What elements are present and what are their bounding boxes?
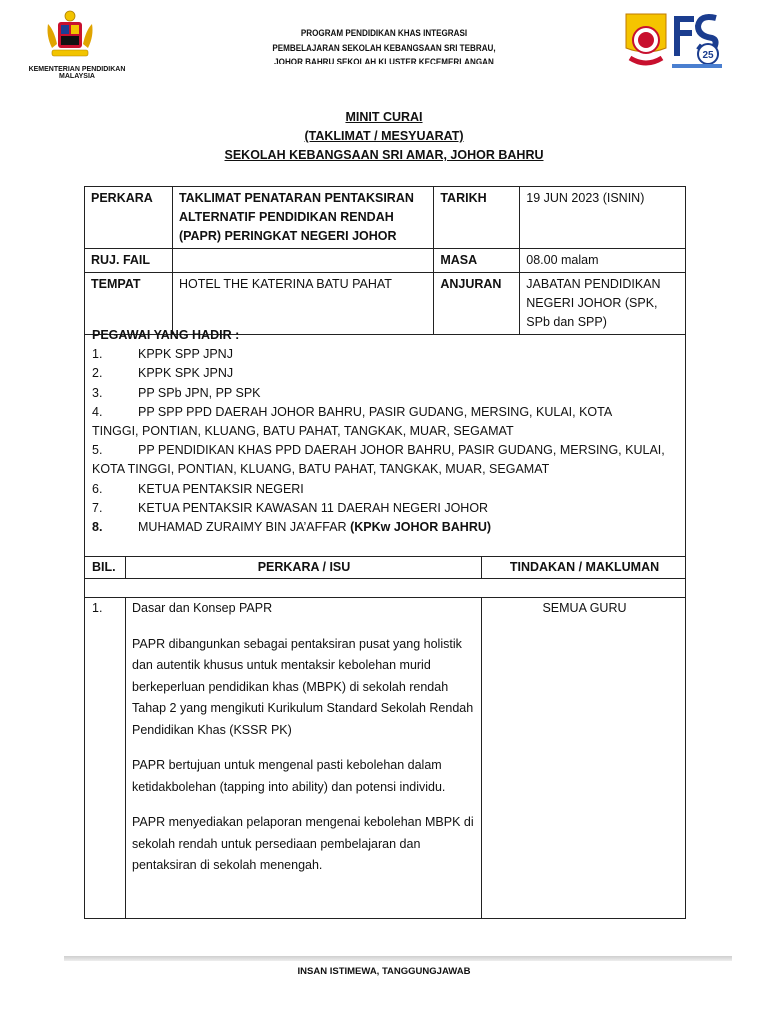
item-text: KETUA PENTAKSIR KAWASAN 11 DAERAH NEGERI JOHOR bbox=[138, 500, 489, 515]
list-item bbox=[92, 499, 679, 518]
divider bbox=[125, 597, 126, 919]
list-item bbox=[92, 441, 679, 460]
ministry-name: KEMENTERIAN PENDIDIKAN MALAYSIA bbox=[28, 66, 126, 80]
attendees-heading: PEGAWAI YANG HADIR : bbox=[92, 328, 240, 342]
row-action: SEMUA GURU bbox=[542, 601, 627, 615]
footer-divider bbox=[64, 956, 732, 961]
row-number: 1. bbox=[92, 601, 103, 615]
item-continuation: KOTA TINGGI, PONTIAN, KLUANG, BATU PAHAT, TANGKAK, MUAR, SEGAMAT bbox=[92, 462, 550, 477]
school-shield-logo-icon bbox=[624, 12, 668, 70]
table-row bbox=[85, 249, 686, 273]
list-item bbox=[92, 384, 679, 403]
label-tempat: TEMPAT bbox=[85, 273, 173, 335]
item-text: KPPK SPP JPNJ bbox=[138, 347, 233, 362]
malaysia-coat-of-arms-icon bbox=[44, 10, 96, 60]
value-anjuran: JABATAN PENDIDIKAN NEGERI JOHOR (SPK, SPb dan SPP) bbox=[520, 273, 686, 335]
item-text: KETUA PENTAKSIR NEGERI bbox=[138, 481, 304, 496]
program-heading bbox=[266, 26, 502, 64]
program-line: PROGRAM PENDIDIKAN KHAS INTEGRASI bbox=[300, 28, 468, 38]
value-perkara: TAKLIMAT PENATARAN PENTAKSIRAN ALTERNATIF PENDIDIKAN RENDAH (PAPR) PERINGKAT NEGERI JOHOR bbox=[172, 187, 433, 249]
item-continuation: TINGGI, PONTIAN, KLUANG, BATU PAHAT, TANGKAK, MUAR, SEGAMAT bbox=[92, 424, 514, 439]
value-ruj-fail bbox=[172, 249, 433, 273]
divider bbox=[481, 597, 482, 919]
label-tarikh: TARIKH bbox=[434, 187, 520, 249]
value-masa: 08.00 malam bbox=[520, 249, 686, 273]
item-bold-suffix: (KPKw JOHOR BAHRU) bbox=[350, 520, 492, 535]
logo-number: 25 bbox=[702, 50, 714, 61]
footer-motto: INSAN ISTIMEWA, TANGGUNGJAWAB bbox=[297, 966, 471, 976]
label-perkara: PERKARA bbox=[85, 187, 173, 249]
item-number: 2. bbox=[92, 366, 103, 381]
divider bbox=[481, 557, 482, 578]
item-text: KPPK SPK JPNJ bbox=[138, 366, 234, 381]
row-issue-content bbox=[132, 598, 476, 891]
value-tarikh: 19 JUN 2023 (ISNIN) bbox=[520, 187, 686, 249]
item-number: 4. bbox=[92, 404, 103, 419]
list-item bbox=[92, 480, 679, 499]
label-masa: MASA bbox=[434, 249, 520, 273]
title-school: SEKOLAH KEBANGSAAN SRI AMAR, JOHOR BAHRU bbox=[224, 148, 544, 162]
attendees-section bbox=[84, 324, 686, 557]
list-item bbox=[92, 518, 679, 537]
divider bbox=[125, 557, 126, 578]
issue-paragraph: PAPR dibangunkan sebagai pentaksiran pusat yang holistik dan autentik khusus untuk mentaksir kebolehan murid berkeperluan pendidikan khas (MBPK) di sekolah rendah Tahap 2 yang mengikuti Kurikulum Standard Sekolah Rendah Pendidikan Khas (KSSR PK) bbox=[132, 636, 474, 737]
item-number: 3. bbox=[92, 385, 103, 400]
label-ruj-fail: RUJ. FAIL bbox=[85, 249, 173, 273]
document-titles bbox=[0, 108, 768, 165]
issues-table bbox=[84, 557, 686, 919]
program-line: JOHOR BAHRU SEKOLAH KLUSTER KECEMERLANGAN bbox=[274, 57, 494, 64]
item-number: 6. bbox=[92, 481, 103, 496]
issue-paragraph: PAPR menyediakan pelaporan mengenai kebolehan MBPK di sekolah rendah untuk persediaan pembelajaran dan pentaksiran di sekolah menengah. bbox=[132, 815, 474, 872]
list-item bbox=[92, 345, 679, 364]
header-perkara-isu: PERKARA / ISU bbox=[257, 560, 351, 574]
meeting-info-table bbox=[84, 186, 686, 335]
title-taklimat: (TAKLIMAT / MESYUARAT) bbox=[304, 129, 464, 143]
list-item bbox=[92, 403, 679, 422]
item-number: 8. bbox=[92, 520, 103, 535]
header-tindakan: TINDAKAN / MAKLUMAN bbox=[509, 560, 660, 574]
title-minit-curai: MINIT CURAI bbox=[345, 110, 423, 124]
program-line: PEMBELAJARAN SEKOLAH KEBANGSAAN SRI TEBRAU, bbox=[272, 42, 496, 53]
item-number: 1. bbox=[92, 347, 103, 362]
item-number: 7. bbox=[92, 500, 103, 515]
anniversary-25-logo-icon bbox=[670, 12, 724, 70]
list-item bbox=[92, 364, 679, 383]
issue-paragraph: PAPR bertujuan untuk mengenal pasti kebolehan dalam ketidakbolehan (tapping into ability) dan potensi individu. bbox=[132, 758, 446, 794]
value-tempat: HOTEL THE KATERINA BATU PAHAT bbox=[172, 273, 433, 335]
item-text: PP SPb JPN, PP SPK bbox=[138, 385, 261, 400]
divider bbox=[85, 578, 685, 579]
label-anjuran: ANJURAN bbox=[434, 273, 520, 335]
table-row bbox=[85, 187, 686, 249]
item-text: PP SPP PPD DAERAH JOHOR BAHRU, PASIR GUDANG, MERSING, KULAI, KOTA bbox=[138, 404, 613, 419]
header-bil: BIL. bbox=[92, 560, 116, 574]
issue-title: Dasar dan Konsep PAPR bbox=[132, 601, 273, 615]
item-text: MUHAMAD ZURAIMY BIN JA’AFFAR bbox=[138, 520, 351, 535]
item-text: PP PENDIDIKAN KHAS PPD DAERAH JOHOR BAHRU, PASIR GUDANG, MERSING, KULAI, bbox=[138, 443, 665, 458]
item-number: 5. bbox=[92, 443, 103, 458]
